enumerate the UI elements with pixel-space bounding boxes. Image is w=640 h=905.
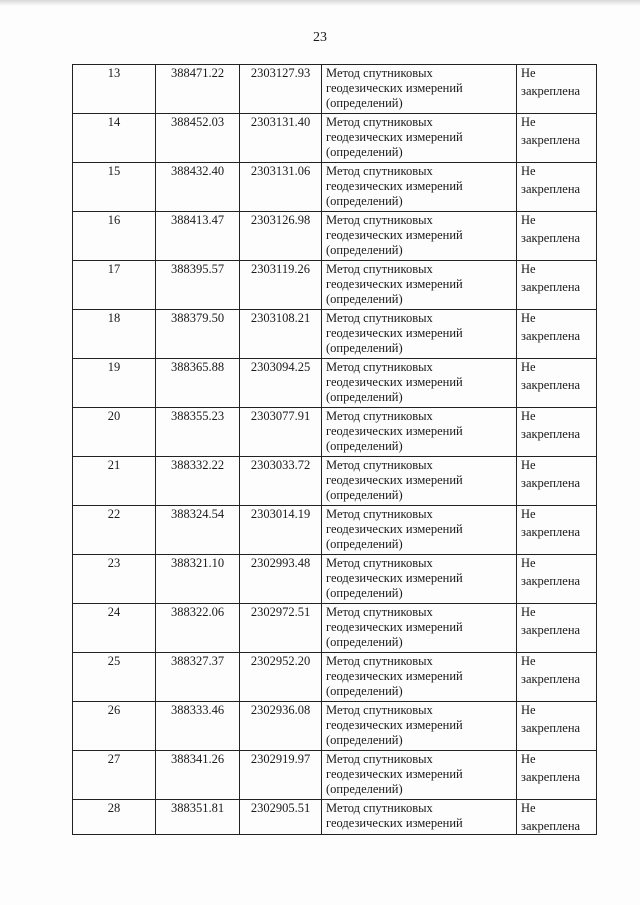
table-row <box>73 408 597 457</box>
status-line: закреплена <box>521 427 581 441</box>
fixation-status-cell <box>517 751 597 800</box>
table-row <box>73 702 597 751</box>
coordinate-y-cell: 2303127.93 <box>240 65 322 114</box>
method-cell <box>322 310 517 359</box>
method-cell <box>322 555 517 604</box>
coordinate-x-cell: 388324.54 <box>156 506 240 555</box>
method-line: (определений) <box>326 194 403 208</box>
coordinate-y-cell: 2303131.40 <box>240 114 322 163</box>
method-line: геодезических измерений <box>326 767 463 781</box>
status-line: Не <box>521 556 536 570</box>
method-line: Метод спутниковых <box>326 262 433 276</box>
point-number-cell: 27 <box>73 751 156 800</box>
method-line: геодезических измерений <box>326 522 463 536</box>
status-line: Не <box>521 311 536 325</box>
table-row <box>73 800 597 835</box>
fixation-status-cell <box>517 555 597 604</box>
table-row <box>73 506 597 555</box>
coordinate-y-cell: 2303033.72 <box>240 457 322 506</box>
status-line: Не <box>521 458 536 472</box>
fixation-status-cell <box>517 604 597 653</box>
fixation-status-cell <box>517 408 597 457</box>
coordinate-x-cell: 388379.50 <box>156 310 240 359</box>
status-line: закреплена <box>521 476 581 490</box>
coordinate-y-cell: 2303094.25 <box>240 359 322 408</box>
point-number-cell: 28 <box>73 800 156 835</box>
method-line: Метод спутниковых <box>326 115 433 129</box>
method-line: (определений) <box>326 537 403 551</box>
status-line: закреплена <box>521 770 581 784</box>
method-line: геодезических измерений <box>326 326 463 340</box>
method-cell <box>322 163 517 212</box>
method-line: Метод спутниковых <box>326 409 433 423</box>
point-number-cell: 25 <box>73 653 156 702</box>
method-line: геодезических измерений <box>326 816 463 830</box>
status-line: закреплена <box>521 672 581 686</box>
fixation-status-cell <box>517 457 597 506</box>
method-line: (определений) <box>326 390 403 404</box>
method-line: геодезических измерений <box>326 473 463 487</box>
method-cell <box>322 212 517 261</box>
coordinate-y-cell: 2303108.21 <box>240 310 322 359</box>
method-line: (определений) <box>326 145 403 159</box>
status-line: закреплена <box>521 525 581 539</box>
coordinate-x-cell: 388355.23 <box>156 408 240 457</box>
method-line: геодезических измерений <box>326 277 463 291</box>
method-cell <box>322 408 517 457</box>
method-line: (определений) <box>326 439 403 453</box>
point-number-cell: 19 <box>73 359 156 408</box>
method-line: (определений) <box>326 635 403 649</box>
fixation-status-cell <box>517 212 597 261</box>
method-line: геодезических измерений <box>326 620 463 634</box>
point-number-cell: 14 <box>73 114 156 163</box>
fixation-status-cell <box>517 702 597 751</box>
method-line: Метод спутниковых <box>326 360 433 374</box>
table-row <box>73 457 597 506</box>
status-line: закреплена <box>521 280 581 294</box>
method-line: (определений) <box>326 243 403 257</box>
coordinate-x-cell: 388395.57 <box>156 261 240 310</box>
method-line: Метод спутниковых <box>326 801 433 815</box>
point-number-cell: 15 <box>73 163 156 212</box>
point-number-cell: 16 <box>73 212 156 261</box>
method-line: (определений) <box>326 782 403 796</box>
point-number-cell: 13 <box>73 65 156 114</box>
method-cell <box>322 800 517 835</box>
method-cell <box>322 261 517 310</box>
method-line: (определений) <box>326 96 403 110</box>
table-row <box>73 751 597 800</box>
coordinate-y-cell: 2303131.06 <box>240 163 322 212</box>
coordinates-table <box>72 64 597 835</box>
coordinate-x-cell: 388351.81 <box>156 800 240 835</box>
table-row <box>73 310 597 359</box>
coordinate-y-cell: 2302936.08 <box>240 702 322 751</box>
method-line: Метод спутниковых <box>326 703 433 717</box>
method-line: Метод спутниковых <box>326 66 433 80</box>
coordinate-y-cell: 2303014.19 <box>240 506 322 555</box>
fixation-status-cell <box>517 359 597 408</box>
status-line: закреплена <box>521 721 581 735</box>
page-number: 23 <box>313 30 327 45</box>
point-number-cell: 24 <box>73 604 156 653</box>
coordinate-x-cell: 388341.26 <box>156 751 240 800</box>
method-cell <box>322 702 517 751</box>
coordinate-x-cell: 388327.37 <box>156 653 240 702</box>
method-line: (определений) <box>326 733 403 747</box>
coordinate-x-cell: 388321.10 <box>156 555 240 604</box>
method-cell <box>322 653 517 702</box>
method-line: Метод спутниковых <box>326 311 433 325</box>
method-line: Метод спутниковых <box>326 556 433 570</box>
method-cell <box>322 604 517 653</box>
method-line: (определений) <box>326 586 403 600</box>
status-line: Не <box>521 654 536 668</box>
coordinate-y-cell: 2302919.97 <box>240 751 322 800</box>
method-line: Метод спутниковых <box>326 752 433 766</box>
method-cell <box>322 114 517 163</box>
method-line: Метод спутниковых <box>326 213 433 227</box>
method-line: геодезических измерений <box>326 571 463 585</box>
coordinate-x-cell: 388452.03 <box>156 114 240 163</box>
coordinate-y-cell: 2302952.20 <box>240 653 322 702</box>
table-row <box>73 604 597 653</box>
point-number-cell: 21 <box>73 457 156 506</box>
status-line: закреплена <box>521 84 581 98</box>
point-number-cell: 20 <box>73 408 156 457</box>
status-line: Не <box>521 507 536 521</box>
status-line: Не <box>521 605 536 619</box>
status-line: Не <box>521 66 536 80</box>
status-line: закреплена <box>521 819 581 833</box>
method-line: геодезических измерений <box>326 718 463 732</box>
status-line: закреплена <box>521 231 581 245</box>
method-cell <box>322 359 517 408</box>
coordinate-y-cell: 2302905.51 <box>240 800 322 835</box>
coordinate-y-cell: 2302993.48 <box>240 555 322 604</box>
coordinate-y-cell: 2303077.91 <box>240 408 322 457</box>
method-line: геодезических измерений <box>326 375 463 389</box>
status-line: Не <box>521 213 536 227</box>
fixation-status-cell <box>517 114 597 163</box>
status-line: закреплена <box>521 182 581 196</box>
status-line: закреплена <box>521 133 581 147</box>
method-line: геодезических измерений <box>326 228 463 242</box>
method-line: (определений) <box>326 684 403 698</box>
method-line: (определений) <box>326 488 403 502</box>
fixation-status-cell <box>517 800 597 835</box>
method-cell <box>322 65 517 114</box>
point-number-cell: 23 <box>73 555 156 604</box>
coordinate-y-cell: 2303126.98 <box>240 212 322 261</box>
method-line: геодезических измерений <box>326 669 463 683</box>
coordinates-table-body <box>73 65 597 835</box>
status-line: Не <box>521 360 536 374</box>
method-line: Метод спутниковых <box>326 164 433 178</box>
status-line: закреплена <box>521 329 581 343</box>
status-line: Не <box>521 703 536 717</box>
table-row <box>73 555 597 604</box>
fixation-status-cell <box>517 653 597 702</box>
method-line: Метод спутниковых <box>326 605 433 619</box>
fixation-status-cell <box>517 261 597 310</box>
table-row <box>73 114 597 163</box>
method-line: Метод спутниковых <box>326 507 433 521</box>
coordinate-x-cell: 388413.47 <box>156 212 240 261</box>
method-line: геодезических измерений <box>326 424 463 438</box>
scan-edge-shadow <box>0 0 640 6</box>
method-line: (определений) <box>326 341 403 355</box>
status-line: Не <box>521 262 536 276</box>
fixation-status-cell <box>517 506 597 555</box>
table-row <box>73 65 597 114</box>
fixation-status-cell <box>517 65 597 114</box>
point-number-cell: 22 <box>73 506 156 555</box>
method-line: геодезических измерений <box>326 130 463 144</box>
table-row <box>73 212 597 261</box>
method-line: Метод спутниковых <box>326 654 433 668</box>
fixation-status-cell <box>517 310 597 359</box>
table-row <box>73 261 597 310</box>
method-cell <box>322 457 517 506</box>
fixation-status-cell <box>517 163 597 212</box>
table-row <box>73 163 597 212</box>
coordinate-y-cell: 2303119.26 <box>240 261 322 310</box>
status-line: закреплена <box>521 623 581 637</box>
coordinate-x-cell: 388322.06 <box>156 604 240 653</box>
method-cell <box>322 751 517 800</box>
coordinate-x-cell: 388471.22 <box>156 65 240 114</box>
status-line: Не <box>521 164 536 178</box>
table-row <box>73 359 597 408</box>
point-number-cell: 17 <box>73 261 156 310</box>
point-number-cell: 18 <box>73 310 156 359</box>
method-line: геодезических измерений <box>326 81 463 95</box>
status-line: Не <box>521 801 536 815</box>
coordinate-x-cell: 388365.88 <box>156 359 240 408</box>
method-cell <box>322 506 517 555</box>
method-line: Метод спутниковых <box>326 458 433 472</box>
point-number-cell: 26 <box>73 702 156 751</box>
status-line: Не <box>521 752 536 766</box>
coordinate-x-cell: 388432.40 <box>156 163 240 212</box>
table-row <box>73 653 597 702</box>
method-line: геодезических измерений <box>326 179 463 193</box>
status-line: Не <box>521 409 536 423</box>
status-line: закреплена <box>521 378 581 392</box>
status-line: закреплена <box>521 574 581 588</box>
coordinate-x-cell: 388332.22 <box>156 457 240 506</box>
coordinate-x-cell: 388333.46 <box>156 702 240 751</box>
method-line: (определений) <box>326 292 403 306</box>
status-line: Не <box>521 115 536 129</box>
coordinate-y-cell: 2302972.51 <box>240 604 322 653</box>
